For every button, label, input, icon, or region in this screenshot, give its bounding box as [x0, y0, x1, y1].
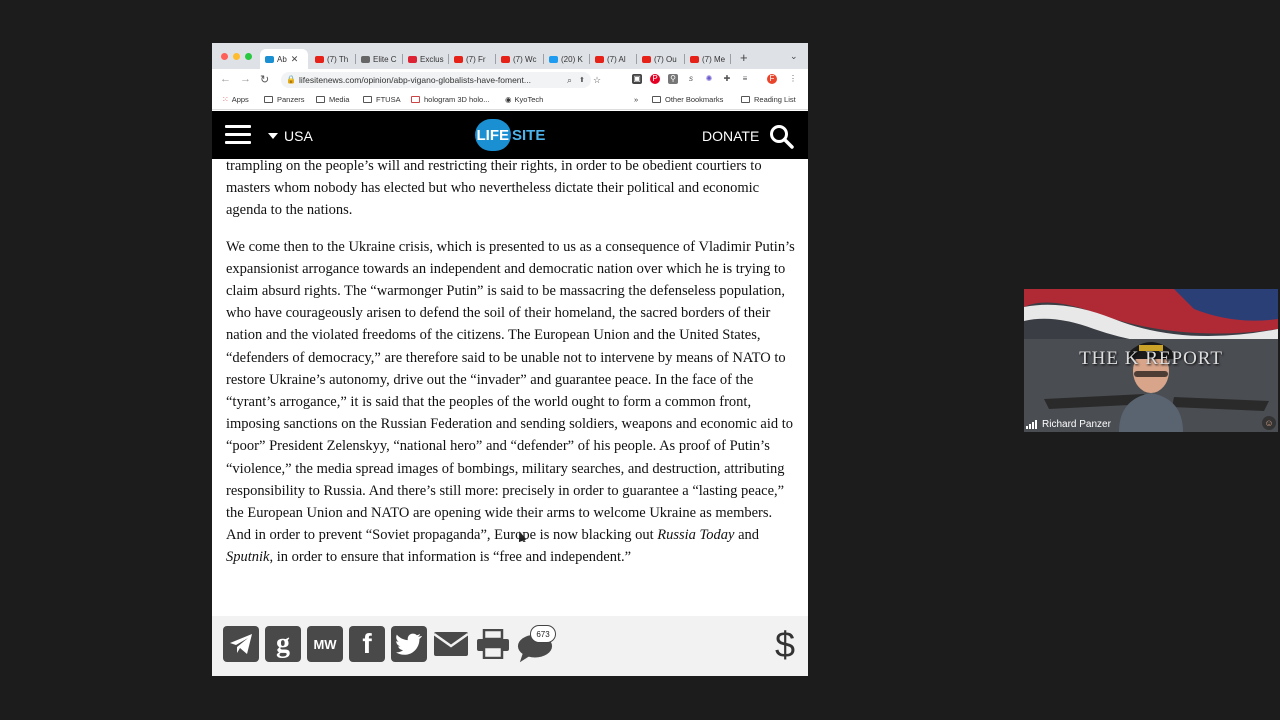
bookmark-star-icon[interactable]: ☆ [593, 75, 602, 85]
email-share-icon[interactable] [433, 626, 469, 662]
browser-tab[interactable] [356, 49, 403, 69]
folder-icon [264, 96, 273, 103]
youtube-icon [642, 56, 651, 63]
url-text: lifesitenews.com/opinion/abp-vigano-globalists-have-foment... [299, 75, 531, 85]
extension-icon[interactable]: ✺ [705, 74, 713, 83]
folder-icon [316, 96, 325, 103]
forward-button[interactable]: → [240, 73, 251, 85]
print-icon[interactable] [475, 626, 511, 662]
reading-list-icon [741, 96, 750, 103]
bookmarks-overflow-button[interactable]: » [634, 95, 639, 104]
tab-label: (20) K [561, 54, 583, 64]
facebook-share-icon[interactable]: f [349, 626, 385, 662]
youtube-icon [315, 56, 324, 63]
twitter-share-icon[interactable] [391, 626, 427, 662]
address-bar[interactable] [281, 72, 602, 88]
hamburger-menu-icon[interactable] [225, 125, 251, 145]
site-icon [408, 56, 417, 63]
zoom-icon[interactable]: ⌕ [567, 75, 573, 85]
browser-tab[interactable] [637, 49, 685, 69]
twitter-icon [549, 56, 558, 63]
comment-count-badge: 673 [530, 625, 556, 643]
tab-label: (7) Fr [466, 54, 486, 64]
participant-nameplate: Richard Panzer [1026, 419, 1111, 430]
close-tab-icon[interactable]: ✕ [290, 53, 299, 64]
gab-share-icon[interactable]: g [265, 626, 301, 662]
tab-strip [212, 43, 808, 69]
tab-label: (7) Ou [654, 54, 677, 64]
browser-tab[interactable] [449, 49, 496, 69]
youtube-icon [501, 56, 510, 63]
donate-dollar-icon[interactable]: $ [775, 624, 796, 665]
globe-icon: ◉ [505, 95, 512, 104]
browser-window [212, 43, 808, 676]
browser-tab[interactable] [310, 49, 356, 69]
browser-toolbar [212, 69, 808, 91]
site-icon [361, 56, 370, 63]
reading-list-icon[interactable]: ≡ [740, 74, 750, 84]
zoom-window-button[interactable] [245, 53, 252, 60]
mewe-share-icon[interactable]: MW [307, 626, 343, 662]
back-button[interactable]: ← [220, 73, 231, 85]
browser-tab[interactable] [403, 49, 449, 69]
signal-strength-icon [1026, 420, 1038, 429]
share-bar [212, 616, 808, 676]
region-selector[interactable]: USA [268, 128, 313, 144]
site-header [212, 111, 808, 159]
browser-tab[interactable] [260, 49, 308, 69]
menu-icon[interactable]: ⋮ [789, 74, 797, 83]
caret-down-icon [268, 133, 278, 139]
browser-tab[interactable] [544, 49, 590, 69]
donate-link[interactable]: DONATE [702, 128, 760, 144]
extension-icon[interactable]: ⚲ [668, 74, 678, 84]
tab-label: (7) Wc [513, 54, 537, 64]
other-bookmarks[interactable]: Other Bookmarks [652, 95, 723, 104]
tab-label: (7) Al [607, 54, 626, 64]
telegram-share-icon[interactable] [223, 626, 259, 662]
publication-name: Sputnik [226, 549, 270, 566]
participant-avatar-icon: ☺ [1262, 416, 1276, 430]
minimize-window-button[interactable] [233, 53, 240, 60]
lock-icon: 🔒 [286, 75, 296, 84]
video-banner-text: THE K REPORT [1079, 348, 1223, 369]
close-window-button[interactable] [221, 53, 228, 60]
profile-avatar[interactable]: F [767, 74, 777, 84]
tab-label: (7) Th [327, 54, 349, 64]
article-body [226, 155, 796, 583]
site-icon [411, 96, 420, 103]
youtube-icon [690, 56, 699, 63]
tab-search-chevron-icon[interactable]: ⌄ [790, 51, 798, 61]
new-tab-button[interactable]: + [740, 50, 748, 65]
article-paragraph: We come then to the Ukraine crisis, which is presented to us as a consequence of Vladimir Putin’s expansionist arrogance towards an independent and democratic nation over which he is trying to claim absurd rights. The “warmonger Putin” is said to be massacring the defenseless population, who have courageously arisen to defend the soil of their homeland, the sacred borders of their nation and the violated freedoms of the citizens. The European Union and the United States, “defenders of democracy,” are therefore said to be unable not to intervene by means of NATO to restore Ukraine’s autonomy, drive out the “invader” and guarantee peace. In the face of the “tyrant’s arrogance,” it is said that the peoples of the world ought to form a common front, imposing sanctions on the Russian Federation and sending soldiers, weapons and economic aid to “poor” President Zelenskyy, “national hero” and “defender” of his people. As proof of Putin’s “violence,” the media spread images of bombings, military searches, and destruction, attributing responsibility to Russia. And there’s still more: precisely in order to guarantee a “lasting peace,” the European Union and NATO are opening wide their arms to welcome Ukraine as members. And in order to prevent “Soviet propaganda”, Europe is now blacking out Russia Today and Sputnik, in order to ensure that information is “free and independent.” [226, 238, 795, 566]
browser-tab[interactable] [685, 49, 731, 69]
lifesite-favicon [265, 56, 274, 63]
bookmark-kyotech[interactable]: ◉ KyoTech [505, 95, 544, 104]
share-icon[interactable]: ⬆ [579, 77, 585, 84]
article-paragraph: trampling on the people’s will and restricting their rights, in order to be obedient courtiers to masters whom nobody has elected but who nevertheless dictate their political and economic agenda to the nations. [226, 158, 762, 219]
youtube-icon [595, 56, 604, 63]
publication-name: Russia Today [657, 527, 735, 544]
lifesite-logo[interactable]: LIFE SITE [475, 119, 545, 151]
youtube-icon [454, 56, 463, 63]
bookmark-hologram[interactable]: hologram 3D holo... [411, 95, 489, 104]
tab-label: Ab [277, 54, 287, 64]
browser-tab[interactable] [590, 49, 637, 69]
bookmark-ftusa[interactable]: FTUSA [363, 95, 401, 104]
tab-label: Elite C [373, 54, 397, 64]
folder-icon [363, 96, 372, 103]
bookmark-panzers[interactable]: Panzers [264, 95, 305, 104]
extension-icon[interactable]: ▣ [633, 74, 641, 83]
tab-label: (7) Me [702, 54, 726, 64]
tab-separator [730, 54, 731, 64]
pinterest-icon[interactable]: P [650, 74, 660, 84]
extension-icon[interactable]: s [686, 74, 696, 84]
browser-tab[interactable] [496, 49, 544, 69]
puzzle-icon[interactable]: ✚ [723, 74, 731, 83]
video-participant-tile[interactable] [1024, 289, 1278, 432]
reading-list-button[interactable]: Reading List [741, 95, 796, 104]
tab-label: Exclus [420, 54, 444, 64]
bookmark-apps[interactable]: ⁙ Apps [222, 95, 249, 104]
bookmarks-bar [212, 91, 808, 110]
folder-icon [652, 96, 661, 103]
apps-grid-icon: ⁙ [222, 95, 229, 104]
bookmark-media[interactable]: Media [316, 95, 349, 104]
search-icon[interactable] [769, 124, 795, 150]
reload-button[interactable]: ↻ [260, 74, 270, 86]
